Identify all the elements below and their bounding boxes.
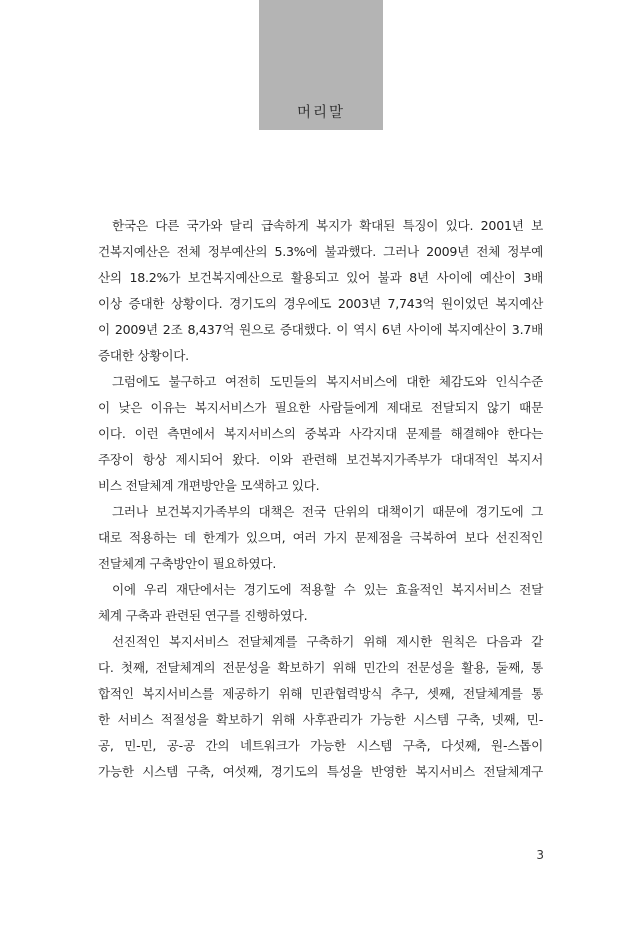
text-line: 합적인 복지서비스를 제공하기 위해 민관협력방식 추구, 셋째, 전달체계를 통 [98, 686, 543, 701]
text-line: 이 낮은 이유는 복지서비스가 필요한 사람들에게 제대로 전달되지 않기 때문 [98, 400, 543, 415]
text-line: 다. 첫째, 전달체계의 전문성을 확보하기 위해 민간의 전문성을 활용, 둘째, 통 [98, 660, 543, 675]
text-line: 대로 적용하는 데 한계가 있으며, 여러 가지 문제점을 극복하여 보다 선진적인 [98, 530, 543, 545]
text-line: 이다. 이런 측면에서 복지서비스의 중복과 사각지대 문제를 해결해야 한다는 [98, 426, 543, 441]
text-line: 한국은 다른 국가와 달리 급속하게 복지가 확대된 특징이 있다. 2001년 보 [112, 218, 543, 233]
text-line: 비스 전달체계 개편방안을 모색하고 있다. [98, 478, 320, 493]
text-line: 공, 민-민, 공-공 간의 네트워크가 가능한 시스템 구축, 다섯째, 원-스톱이 [98, 738, 543, 753]
text-line: 한 서비스 적절성을 확보하기 위해 사후관리가 가능한 시스템 구축, 넷째, 민- [98, 712, 543, 727]
chapter-title: 머리말 [296, 105, 346, 121]
preface-body [98, 213, 543, 785]
page-number: 3 [536, 848, 544, 862]
text-line: 이 2009년 2조 8,437억 원으로 증대했다. 이 역시 6년 사이에 복지예산이 3.7배 [98, 322, 543, 337]
text-line: 이에 우리 재단에서는 경기도에 적용할 수 있는 효율적인 복지서비스 전달 [112, 582, 543, 597]
text-line: 선진적인 복지서비스 전달체계를 구축하기 위해 제시한 원칙은 다음과 같 [112, 634, 543, 649]
text-line: 가능한 시스템 구축, 여섯째, 경기도의 특성을 반영한 복지서비스 전달체계구 [98, 764, 543, 779]
text-line: 이상 증대한 상황이다. 경기도의 경우에도 2003년 7,743억 원이었던 복지예산 [98, 296, 543, 311]
text-line: 전달체계 구축방안이 필요하였다. [98, 556, 277, 571]
text-line: 체계 구축과 관련된 연구를 진행하였다. [98, 608, 308, 623]
text-line: 산의 18.2%가 보건복지예산으로 활용되고 있어 불과 8년 사이에 예산이 3배 [98, 270, 543, 285]
text-line: 그럼에도 불구하고 여전히 도민들의 복지서비스에 대한 체감도와 인식수준 [112, 374, 543, 389]
text-line: 그러나 보건복지가족부의 대책은 전국 단위의 대책이기 때문에 경기도에 그 [112, 504, 543, 519]
chapter-header-tab [259, 0, 383, 130]
text-line: 건복지예산은 전체 정부예산의 5.3%에 불과했다. 그러나 2009년 전체 정부예 [98, 244, 543, 259]
text-line: 증대한 상황이다. [98, 348, 189, 363]
text-line: 주장이 항상 제시되어 왔다. 이와 관련해 보건복지가족부가 대대적인 복지서 [98, 452, 543, 467]
